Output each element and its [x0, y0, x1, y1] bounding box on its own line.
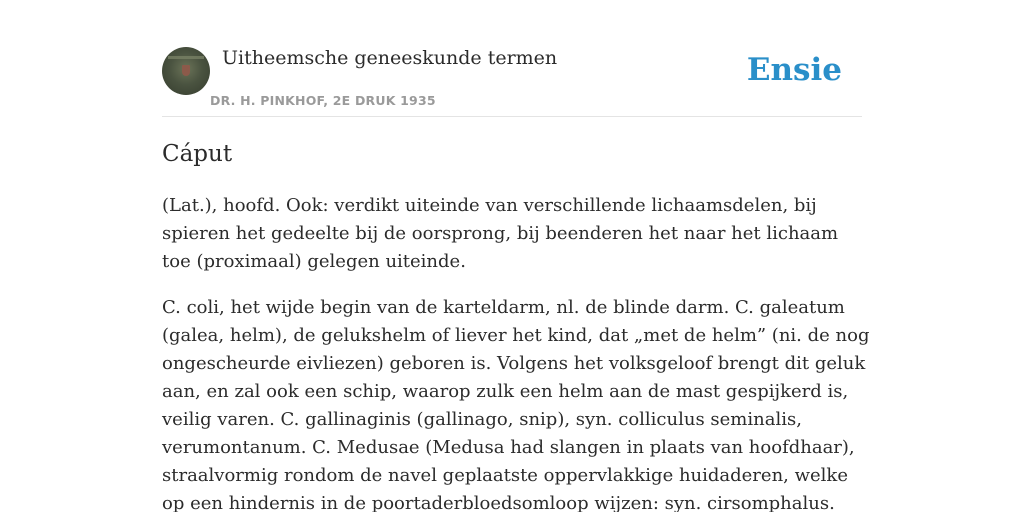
cover-band — [168, 56, 204, 59]
brand-logo-link[interactable]: Ensie — [746, 52, 842, 88]
entry-article — [162, 136, 872, 512]
entry-paragraph: (Lat.), hoofd. Ook: verdikt uiteinde van verschillende lichaamsdelen, bij spieren het gedeelte bij de oorsprong, bij beenderen het naar het lichaam toe (proximaal) gelegen uiteinde. — [162, 195, 839, 272]
entry-title: Cáput — [162, 141, 233, 167]
source-author: DR. H. PINKHOF, 2E DRUK 1935 — [210, 93, 436, 108]
cover-emblem — [182, 65, 190, 76]
source-title-link[interactable]: Uitheemsche geneeskunde termen — [222, 47, 558, 69]
entry-paragraph: C. coli, het wijde begin van de karteldarm, nl. de blinde darm. C. galeatum (galea, helm), de gelukshelm of liever het kind, dat „met de helm” (ni. de nog ongescheurde eivliezen) geboren is. Volgens het volksgeloof brengt dit geluk aan, en zal ook een schip, waarop zulk een helm aan de mast gespijkerd is, veilig varen. C. gallinaginis (gallinago, snip), syn. colliculus seminalis, verumontanum. C. Medusae (Medusa had slangen in plaats van hoofdhaar), straalvormig rondom de navel geplaatste oppervlakkige huidaderen, welke op een hindernis in de poortaderbloedsomloop wijzen: syn. cirsomphalus. — [162, 297, 870, 512]
source-header — [162, 46, 862, 117]
book-cover-icon[interactable] — [162, 47, 210, 95]
